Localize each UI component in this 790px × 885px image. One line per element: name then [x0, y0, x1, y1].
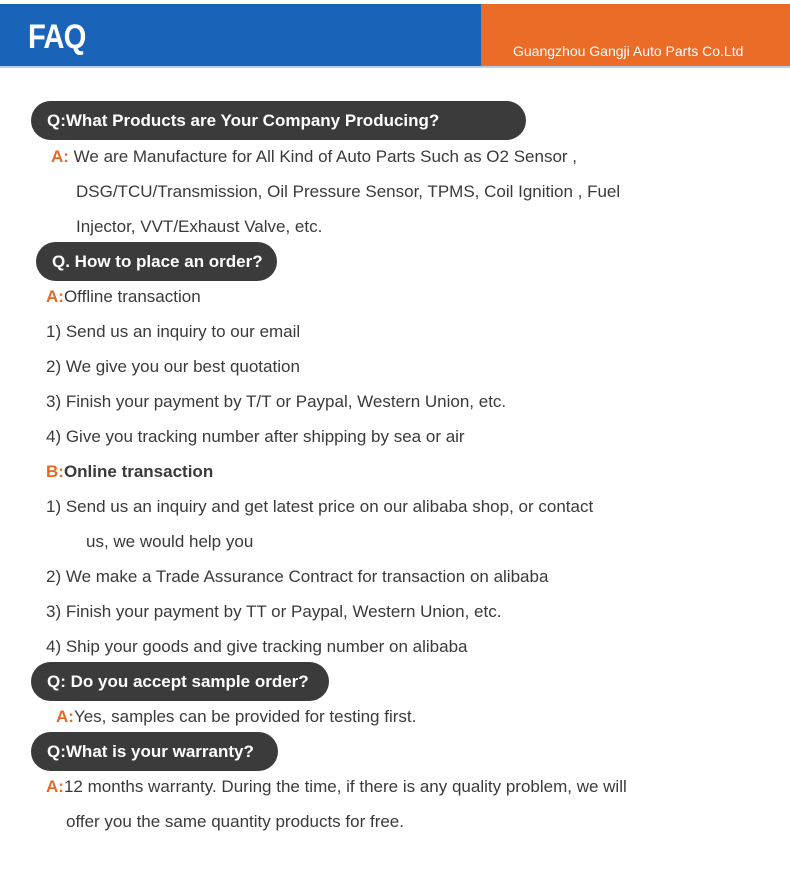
online-step-2: 2) We make a Trade Assurance Contract for transaction on alibaba [46, 567, 549, 586]
offline-step-4: 4) Give you tracking number after shipping by sea or air [46, 427, 465, 446]
answer-sample: A:Yes, samples can be provided for testing first. [56, 707, 417, 726]
faq-header [0, 0, 790, 66]
header-divider [0, 66, 790, 68]
online-step-3: 3) Finish your payment by TT or Paypal, Western Union, etc. [46, 602, 502, 621]
answer-marker: A: [51, 147, 69, 166]
answer-marker: A: [46, 287, 64, 306]
answer-warranty-line-2: offer you the same quantity products for free. [66, 812, 404, 831]
offline-step-2: 2) We give you our best quotation [46, 357, 300, 376]
question-warranty: Q:What is your warranty? [31, 732, 278, 771]
question-products: Q:What Products are Your Company Producing? [31, 101, 526, 140]
question-place-order: Q. How to place an order? [36, 242, 277, 281]
answer-products-line-3: Injector, VVT/Exhaust Valve, etc. [76, 217, 323, 236]
online-step-4: 4) Ship your goods and give tracking number on alibaba [46, 637, 468, 656]
offline-step-1: 1) Send us an inquiry to our email [46, 322, 301, 341]
online-step-1-cont: us, we would help you [86, 532, 254, 551]
question-sample-order: Q: Do you accept sample order? [31, 662, 329, 701]
offline-title: A:Offline transaction [46, 287, 201, 306]
answer-marker: B: [46, 462, 64, 481]
answer-warranty-line-1: A:12 months warranty. During the time, if there is any quality problem, we will [46, 777, 627, 796]
answer-marker: A: [56, 707, 74, 726]
page-title: FAQ [28, 18, 86, 56]
company-name: Guangzhou Gangji Auto Parts Co.Ltd [513, 43, 744, 59]
answer-marker: A: [46, 777, 64, 796]
header-blue-panel [0, 4, 481, 66]
online-step-1: 1) Send us an inquiry and get latest price on our alibaba shop, or contact [46, 497, 594, 516]
offline-step-3: 3) Finish your payment by T/T or Paypal, Western Union, etc. [46, 392, 507, 411]
answer-products-line-2: DSG/TCU/Transmission, Oil Pressure Sensor, TPMS, Coil Ignition , Fuel [76, 182, 621, 201]
answer-products-line-1: A: We are Manufacture for All Kind of Auto Parts Such as O2 Sensor , [51, 147, 578, 166]
online-title: B:Online transaction [46, 462, 214, 481]
